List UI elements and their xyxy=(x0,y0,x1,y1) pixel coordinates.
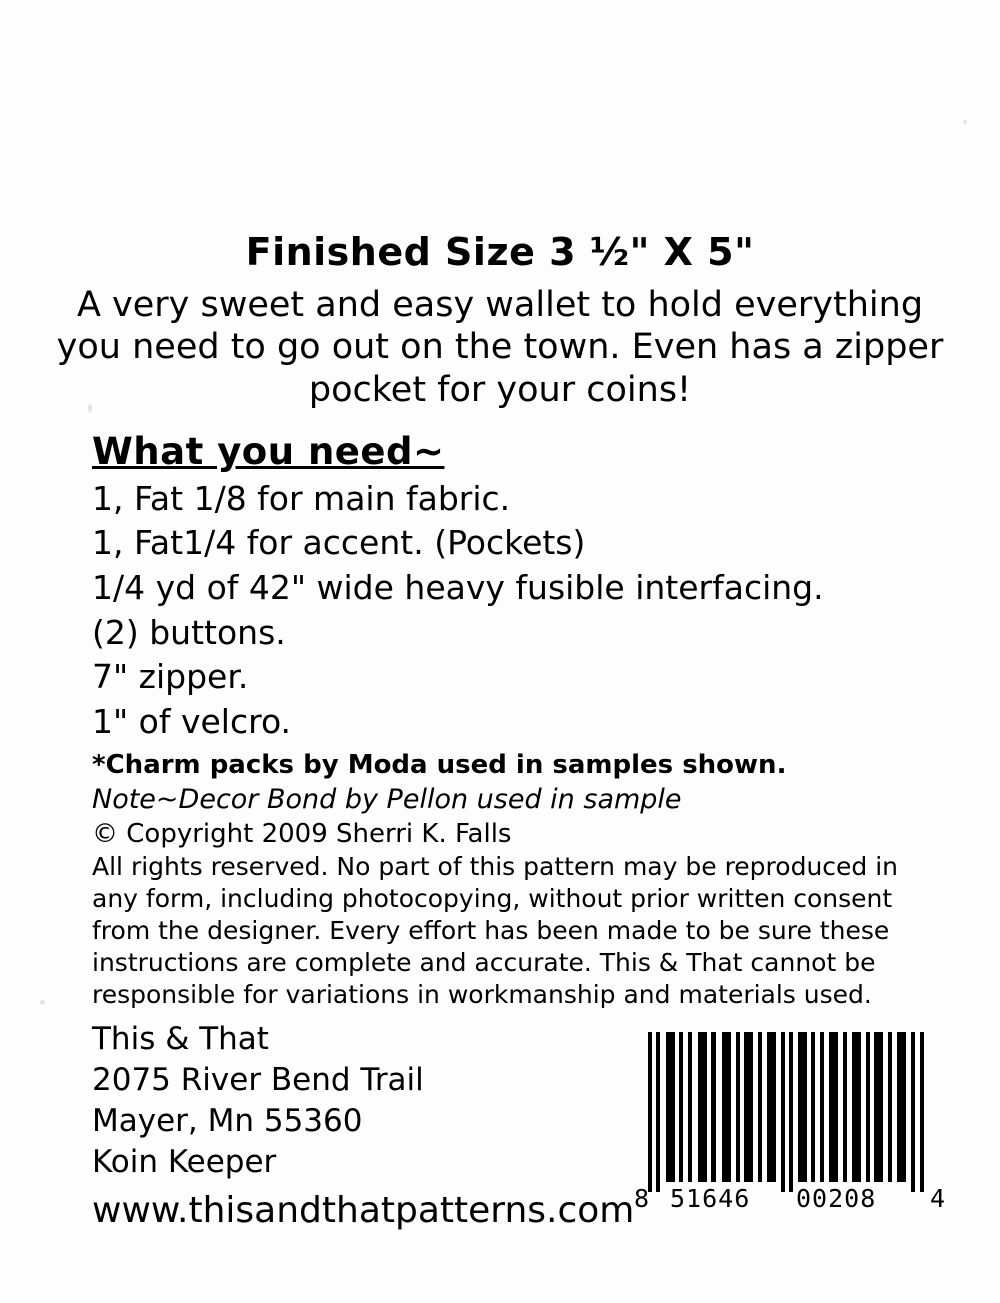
barcode-right-digit: 4 xyxy=(930,1184,947,1213)
decor-bond-note: Note~Decor Bond by Pellon used in sample xyxy=(92,784,682,816)
barcode-group-two: 00208 xyxy=(796,1184,877,1213)
list-item: 1, Fat1/4 for accent. (Pockets) xyxy=(92,523,586,563)
list-item: (2) buttons. xyxy=(92,612,286,652)
finished-size-heading: Finished Size 3 ½" X 5" xyxy=(245,230,755,274)
street-address: 2075 River Bend Trail xyxy=(92,1062,424,1099)
barcode-bars xyxy=(648,1032,948,1192)
product-name: Koin Keeper xyxy=(92,1143,277,1180)
website-url: www.thisandthatpatterns.com xyxy=(92,1189,635,1231)
list-item: 1" of velcro. xyxy=(92,701,292,741)
intro-paragraph: A very sweet and easy wallet to hold everything you need to go out on the town. Even has a zipper pocket for your coins! xyxy=(56,284,944,411)
list-item: 1, Fat 1/8 for main fabric. xyxy=(92,478,511,518)
barcode-group-one: 51646 xyxy=(670,1184,751,1213)
company-name: This & That xyxy=(92,1021,269,1058)
charm-pack-note: *Charm packs by Moda used in samples shown. xyxy=(92,750,787,781)
list-item: 7" zipper. xyxy=(92,657,249,697)
barcode-digits xyxy=(634,1184,948,1224)
what-you-need-heading: What you need~ xyxy=(92,429,445,473)
supplies-list xyxy=(92,477,1000,744)
city-state-zip: Mayer, Mn 55360 xyxy=(92,1102,363,1139)
rights-reserved-paragraph: All rights reserved. No part of this pattern may be reproduced in any form, including photocopying, without prior written consent from the designer. Every effort has been made to be sure these instructions are complete and accurate. This & That cannot be responsible for variations in workmanship and materials used. xyxy=(92,852,899,1010)
barcode xyxy=(634,1032,948,1232)
copyright-line: © Copyright 2009 Sherri K. Falls xyxy=(92,819,512,850)
barcode-left-digit: 8 xyxy=(634,1184,651,1213)
list-item: 1/4 yd of 42" wide heavy fusible interfacing. xyxy=(92,567,824,607)
